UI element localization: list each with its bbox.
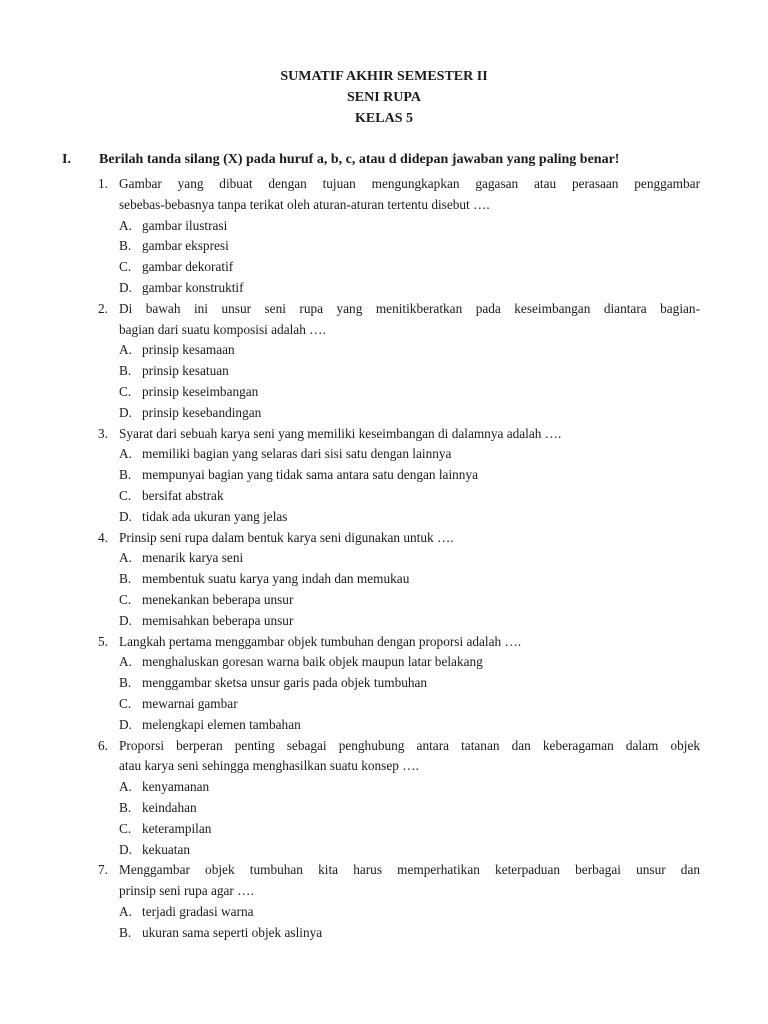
answer-option[interactable] [0, 507, 768, 528]
answer-option[interactable] [0, 777, 768, 798]
option-letter: A. [119, 654, 132, 670]
option-text: prinsip kesatuan [142, 363, 229, 379]
question-text-line [0, 195, 768, 216]
question-number: 3. [98, 425, 108, 441]
option-text: membentuk suatu karya yang indah dan memukau [142, 571, 410, 587]
option-letter: D. [119, 612, 132, 628]
answer-option[interactable] [0, 486, 768, 507]
answer-option[interactable] [0, 340, 768, 361]
question-text-line [0, 881, 768, 902]
question-text-line [0, 174, 768, 195]
option-letter: B. [119, 238, 132, 254]
question-text-line [0, 299, 768, 320]
option-text: kenyamanan [142, 779, 210, 795]
answer-option[interactable] [0, 840, 768, 861]
option-letter: C. [119, 259, 132, 275]
question-number: 4. [98, 529, 108, 545]
option-text: tidak ada ukuran yang jelas [142, 508, 288, 524]
option-text: menarik karya seni [142, 550, 244, 566]
question-item [0, 736, 768, 861]
question-text: Menggambar objek tumbuhan kita harus memperhatikan keterpaduan berbagai unsur dan [119, 862, 700, 878]
question-item [0, 860, 768, 943]
answer-option[interactable] [0, 923, 768, 944]
option-letter: C. [119, 820, 132, 836]
option-text: keindahan [142, 799, 197, 815]
question-text: Prinsip seni rupa dalam bentuk karya seni digunakan untuk …. [119, 529, 454, 545]
question-text: Gambar yang dibuat dengan tujuan mengungkapkan gagasan atau perasaan penggambar [119, 176, 700, 191]
answer-option[interactable] [0, 611, 768, 632]
question-text: Proporsi berperan penting sebagai penghubung antara tatanan dan keberagaman dalam objek [119, 737, 700, 753]
option-text: prinsip kesamaan [142, 342, 235, 358]
option-letter: A. [119, 779, 132, 795]
option-text: ukuran sama seperti objek aslinya [142, 924, 323, 940]
answer-option[interactable] [0, 569, 768, 590]
answer-option[interactable] [0, 257, 768, 278]
option-text: terjadi gradasi warna [142, 903, 254, 919]
question-item [0, 174, 768, 299]
question-item [0, 424, 768, 528]
question-text: bagian dari suatu komposisi adalah …. [119, 321, 326, 337]
question-text-line [0, 860, 768, 881]
question-text: Langkah pertama menggambar objek tumbuhan dengan proporsi adalah …. [119, 633, 522, 649]
option-letter: B. [119, 467, 132, 483]
option-text: mewarnai gambar [142, 695, 238, 711]
question-text-line [0, 632, 768, 653]
question-number: 6. [98, 737, 108, 753]
option-letter: B. [119, 363, 132, 379]
answer-option[interactable] [0, 216, 768, 237]
answer-option[interactable] [0, 361, 768, 382]
question-text: prinsip seni rupa agar …. [119, 883, 254, 899]
option-text: menekankan beberapa unsur [142, 591, 294, 607]
question-text-line [0, 528, 768, 549]
answer-option[interactable] [0, 652, 768, 673]
answer-option[interactable] [0, 715, 768, 736]
option-text: kekuatan [142, 841, 190, 857]
option-letter: D. [119, 279, 132, 295]
answer-option[interactable] [0, 278, 768, 299]
option-text: melengkapi elemen tambahan [142, 716, 301, 732]
answer-option[interactable] [0, 819, 768, 840]
exam-header [0, 66, 768, 129]
option-text: menghaluskan goresan warna baik objek maupun latar belakang [142, 654, 483, 670]
answer-option[interactable] [0, 798, 768, 819]
answer-option[interactable] [0, 694, 768, 715]
option-letter: B. [119, 799, 132, 815]
answer-option[interactable] [0, 382, 768, 403]
answer-option[interactable] [0, 673, 768, 694]
answer-option[interactable] [0, 465, 768, 486]
option-text: gambar konstruktif [142, 279, 244, 295]
question-text-line [0, 320, 768, 341]
question-text-line [0, 424, 768, 445]
option-letter: A. [119, 903, 132, 919]
option-text: gambar ekspresi [142, 238, 229, 254]
answer-option[interactable] [0, 403, 768, 424]
question-number: 1. [98, 176, 108, 191]
option-letter: D. [119, 404, 132, 420]
option-letter: A. [119, 342, 132, 358]
answer-option[interactable] [0, 590, 768, 611]
question-list [0, 174, 768, 943]
section-number: I. [62, 152, 71, 167]
question-number: 5. [98, 633, 108, 649]
answer-option[interactable] [0, 444, 768, 465]
option-text: prinsip keseimbangan [142, 383, 259, 399]
option-letter: B. [119, 675, 132, 691]
question-item [0, 299, 768, 424]
option-letter: B. [119, 571, 132, 587]
question-text: atau karya seni sehingga menghasilkan suatu konsep …. [119, 758, 419, 774]
option-text: memisahkan beberapa unsur [142, 612, 294, 628]
option-text: prinsip kesebandingan [142, 404, 262, 420]
option-text: mempunyai bagian yang tidak sama antara satu dengan lainnya [142, 467, 478, 483]
option-text: gambar ilustrasi [142, 217, 228, 233]
option-text: bersifat abstrak [142, 487, 224, 503]
question-text-line [0, 756, 768, 777]
exam-class: KELAS 5 [355, 111, 413, 126]
question-text: sebebas-bebasnya tanpa terikat oleh aturan-aturan tertentu disebut …. [119, 196, 490, 212]
option-letter: A. [119, 550, 132, 566]
answer-option[interactable] [0, 548, 768, 569]
question-number: 7. [98, 862, 108, 878]
question-item [0, 528, 768, 632]
exam-title: SUMATIF AKHIR SEMESTER II [280, 69, 488, 84]
question-text-line [0, 736, 768, 757]
option-text: menggambar sketsa unsur garis pada objek tumbuhan [142, 675, 428, 691]
question-number: 2. [98, 300, 108, 316]
question-text: Di bawah ini unsur seni rupa yang menitikberatkan pada keseimbangan diantara bagian- [119, 300, 700, 316]
question-item [0, 632, 768, 736]
option-text: gambar dekoratif [142, 259, 234, 275]
option-letter: C. [119, 695, 132, 711]
option-letter: B. [119, 924, 132, 940]
option-letter: A. [119, 446, 132, 462]
option-letter: D. [119, 716, 132, 732]
option-letter: D. [119, 841, 132, 857]
option-letter: C. [119, 487, 132, 503]
option-letter: A. [119, 217, 132, 233]
section-instruction: Berilah tanda silang (X) pada huruf a, b, c, atau d didepan jawaban yang paling benar! [99, 152, 620, 167]
option-letter: C. [119, 383, 132, 399]
exam-subject: SENI RUPA [346, 90, 422, 105]
answer-option[interactable] [0, 902, 768, 923]
option-text: keterampilan [142, 820, 212, 836]
option-letter: D. [119, 508, 132, 524]
option-text: memiliki bagian yang selaras dari sisi satu dengan lainnya [142, 446, 452, 462]
answer-option[interactable] [0, 236, 768, 257]
option-letter: C. [119, 591, 132, 607]
question-text: Syarat dari sebuah karya seni yang memiliki keseimbangan di dalamnya adalah …. [119, 425, 562, 441]
